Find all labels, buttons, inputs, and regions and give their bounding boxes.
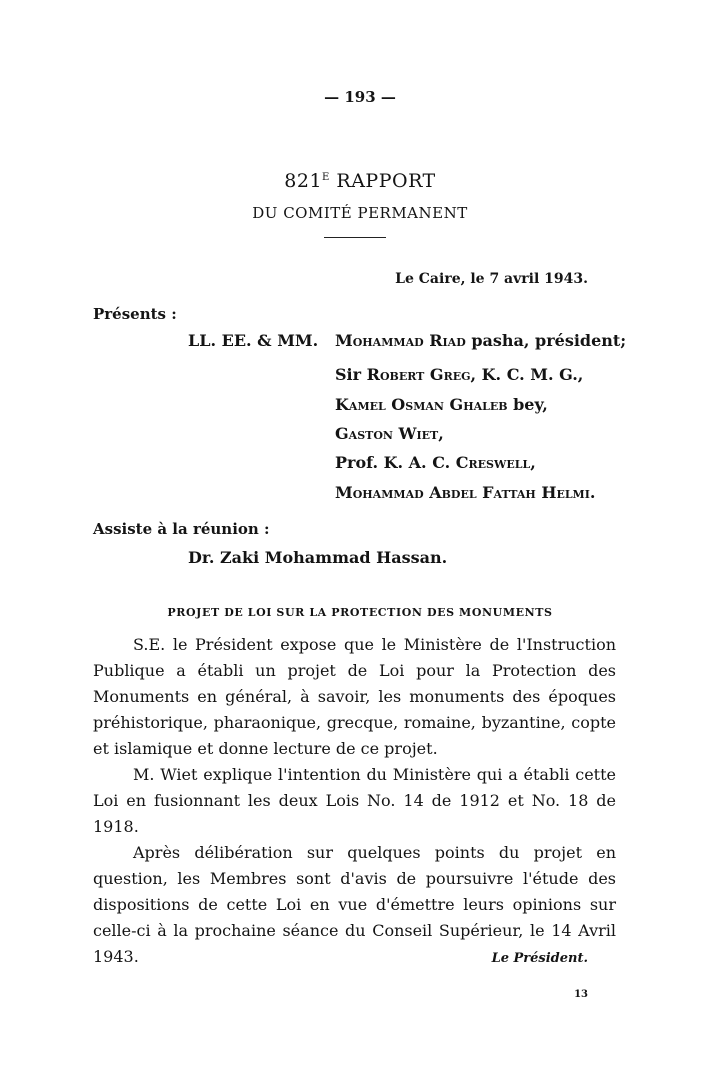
member-name: Kamel Osman Ghaleb	[335, 395, 508, 414]
page-number: — 193 —	[324, 88, 396, 106]
title-divider	[324, 237, 386, 238]
honorifics: LL. EE. & MM.	[188, 331, 319, 350]
report-subtitle: DU COMITÉ PERMANENT	[252, 204, 468, 222]
member-name: Creswell,	[455, 453, 536, 472]
assiste-label: Assiste à la réunion :	[93, 520, 270, 538]
body-text	[93, 632, 616, 970]
member-name: Mohammad Riad	[335, 331, 466, 350]
attendee: Dr. Zaki Mohammad Hassan.	[188, 548, 448, 567]
report-title-word: RAPPORT	[336, 170, 436, 192]
member-row	[335, 331, 626, 350]
member-row	[335, 453, 536, 472]
member-row	[335, 424, 444, 443]
member-name: Mohammad Abdel Fattah Helmi.	[335, 483, 596, 502]
paragraph: M. Wiet explique l'intention du Ministère qui a établi cette Loi en fusionnant les deux Lois No. 14 de 1912 et No. 18 de 1918.	[93, 765, 616, 836]
presents-label: Présents :	[93, 305, 177, 323]
paragraph: Après délibération sur quelques points du projet en question, les Membres sont d'avis de poursuivre l'étude des dispositions de cette Loi en vue d'émettre leurs opinions sur celle-ci à la prochaine séance du Conseil Supérieur, le 14 Avril 1943.	[93, 843, 616, 966]
member-row	[335, 365, 583, 384]
member-title: bey,	[513, 395, 548, 414]
dateline: Le Caire, le 7 avril 1943.	[395, 271, 588, 287]
member-prefix: Prof. K. A. C.	[335, 453, 451, 472]
report-number-suffix: E	[322, 172, 330, 183]
signature: Le Président.	[491, 951, 588, 966]
member-row	[335, 395, 548, 414]
paragraph: S.E. le Président expose que le Ministère de l'Instruction Publique a établi un projet de Loi pour la Protection des Monuments en général, à savoir, les monuments des époques préhistorique, pharaonique, grecque, romaine, byzantine, copte et islamique et donne lecture de ce projet.	[93, 635, 616, 758]
member-name: Robert Greg,	[366, 365, 477, 384]
member-row	[335, 483, 595, 502]
member-prefix: Sir	[335, 365, 362, 384]
report-number: 821	[284, 170, 323, 192]
section-heading: PROJET DE LOI SUR LA PROTECTION DES MONUMENTS	[167, 606, 553, 619]
signature-mark: 13	[574, 989, 588, 1000]
report-title	[0, 170, 720, 192]
member-title: K. C. M. G.,	[481, 365, 584, 384]
member-name: Gaston Wiet,	[335, 424, 444, 443]
member-title: pasha, président;	[471, 331, 627, 350]
